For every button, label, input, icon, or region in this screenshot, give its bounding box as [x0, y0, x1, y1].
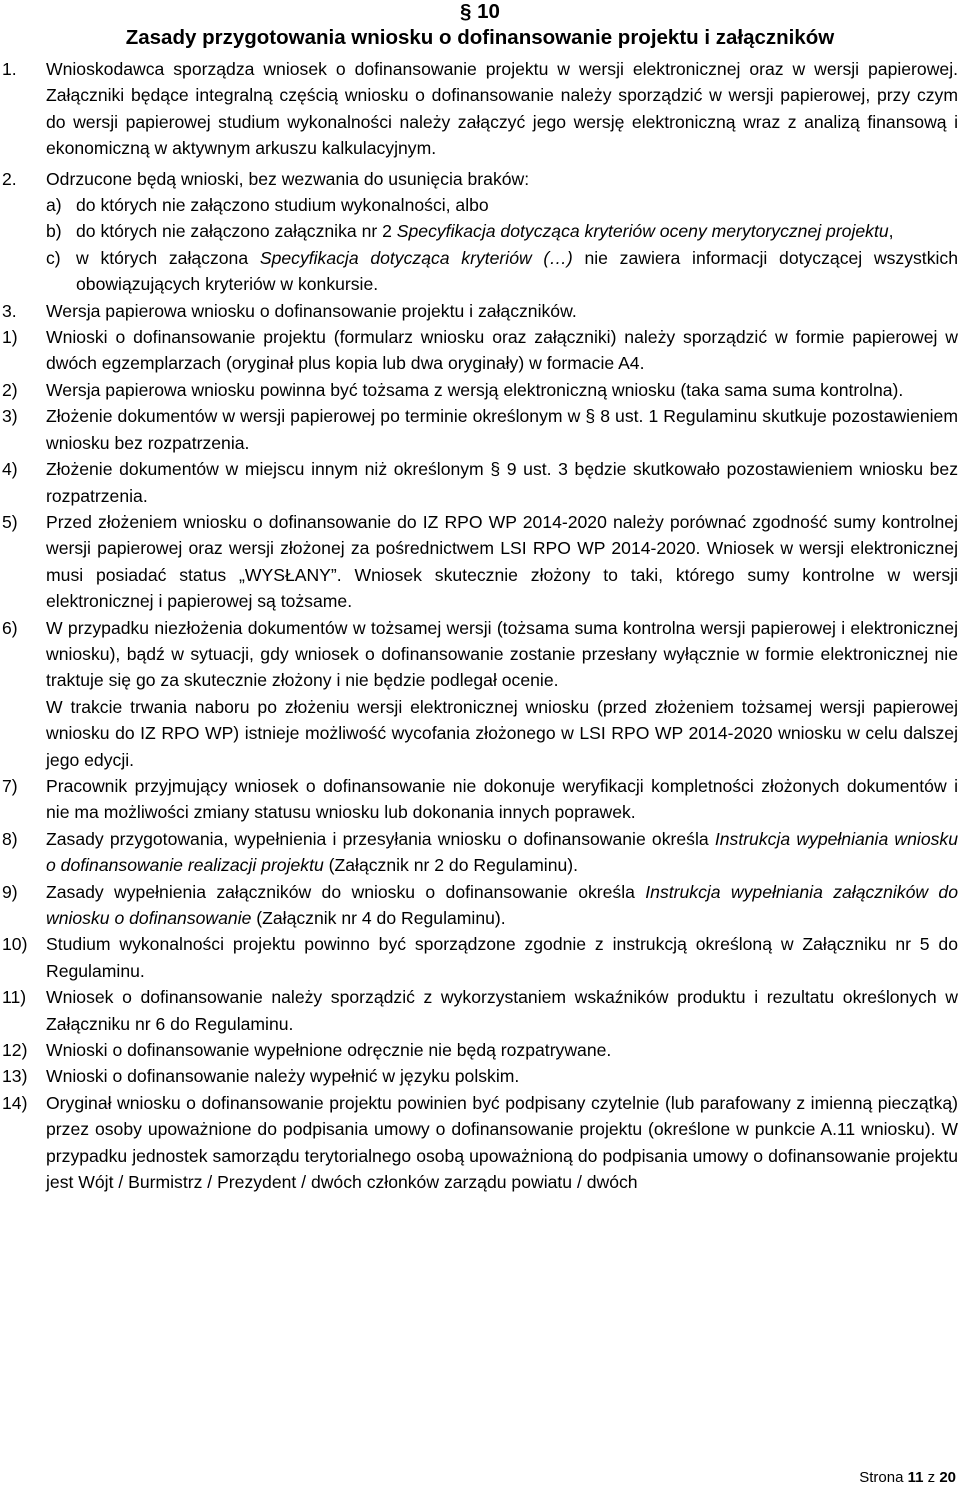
list-item-italic: Instrukcja wypełniania załączników do wniosku o dofinansowanie — [46, 881, 958, 928]
list-item-text: Złożenie dokumentów w wersji papierowej po terminie określonym w § 8 ust. 1 Regulaminu skutkuje pozostawieniem wniosku bez rozpatrzenia. — [46, 406, 958, 453]
sub-item-a — [0, 192, 958, 218]
sub-item-c — [0, 245, 958, 298]
list-item-8 — [0, 826, 958, 879]
list-item-text: Wnioski o dofinansowanie projektu (formularz wniosku oraz załączniki) należy sporządzić w formie papierowej w dwóch egzemplarzach (oryginał plus kopia lub dwa oryginały) w formacie A4. — [46, 327, 958, 374]
section-title: Zasady przygotowania wniosku o dofinansowanie projektu i załączników — [125, 26, 835, 49]
sub-item-label: a) — [46, 195, 62, 216]
list-item-14 — [0, 1090, 958, 1196]
list-item-label: 5) — [2, 511, 18, 532]
sub-item-b — [0, 218, 958, 244]
list-item-text: Wniosek o dofinansowanie należy sporządzić z wykorzystaniem wskaźników produktu i rezultatu określonych w Załączniku nr 6 do Regulaminu. — [46, 987, 958, 1034]
list-item-text: W trakcie trwania naboru po złożeniu wersji elektronicznej wniosku (przed złożeniem tożsamej wersji papierowej wniosku do IZ RPO WP) istnieje możliwość wycofania złożonego w LSI RPO WP 2014-2020 wniosku w celu dalszej jego edycji. — [46, 696, 958, 770]
paragraph-label: 2. — [2, 168, 17, 189]
list-item-label: 6) — [2, 617, 18, 638]
list-item-text: Wnioski o dofinansowanie wypełnione odręcznie nie będą rozpatrywane. — [46, 1040, 612, 1061]
list-item-3 — [0, 403, 958, 456]
paragraph-text: Wnioskodawca sporządza wniosek o dofinansowanie projektu w wersji elektronicznej oraz w wersji papierowej. Załączniki będące integralną częścią wniosku o dofinansowanie należy sporządzić w wersji papierowej, przy czym do wersji papierowej studium wykonalności należy załączyć jego wersję elektroniczną wraz z analizą finansową i ekonomiczną w aktywnym arkuszu kalkulacyjnym. — [46, 59, 958, 159]
page-footer — [859, 1468, 956, 1488]
list-item-italic: Instrukcja wypełniania wniosku o dofinansowanie realizacji projektu — [46, 828, 958, 876]
list-item-label: 2) — [2, 379, 18, 400]
list-item-text: Przed złożeniem wniosku o dofinansowanie do IZ RPO WP 2014-2020 należy porównać zgodność sumy kontrolnej wersji papierowej oraz wersji złożonej za pośrednictwem LSI RPO WP 2014-2020. Wniosek w wersji elektronicznej musi posiadać status „WYSŁANY”. Wniosek skutecznie złożony to taki, którego sumy kontrolne w wersji elektronicznej i papierowej są tożsame. — [46, 511, 958, 612]
paragraph-text: Wersja papierowa wniosku o dofinansowanie projektu i załączników. — [46, 300, 577, 321]
sub-item-text: do których nie załączono załącznika nr 2 — [76, 221, 397, 242]
list-item-label: 4) — [2, 459, 18, 480]
list-item-label: 7) — [2, 775, 18, 796]
list-item-text: W przypadku niezłożenia dokumentów w tożsamej wersji (tożsama suma kontrolna wersji papierowej i elektronicznej wniosku), bądź w sytuacji, gdy wniosek o dofinansowanie zostanie przesłany wyłącznie w formie elektronicznej nie traktuje się go za skutecznie złożony i nie będzie podlegał ocenie. — [46, 617, 958, 691]
sub-item-text: w których załączona — [76, 247, 260, 268]
list-item-label: 14) — [2, 1092, 28, 1113]
footer-page-number: 11 — [907, 1469, 924, 1486]
sub-item-italic: Specyfikacja dotycząca kryteriów (…) — [259, 247, 573, 268]
footer-label: Strona — [859, 1469, 904, 1486]
list-item-6 — [0, 615, 958, 694]
section-header — [0, 0, 960, 50]
list-item-12 — [0, 1037, 958, 1063]
list-item-11 — [0, 984, 958, 1037]
list-item-text-end: (Załącznik nr 2 do Regulaminu). — [323, 855, 579, 876]
sub-item-italic: Specyfikacja dotycząca kryteriów oceny merytorycznej projektu — [396, 221, 889, 242]
list-item-text: Wersja papierowa wniosku powinna być tożsama z wersją elektroniczną wniosku (taka sama suma kontrolna). — [46, 379, 904, 400]
list-item-text-end: (Załącznik nr 4 do Regulaminu). — [251, 908, 506, 928]
list-item-label: 13) — [2, 1066, 28, 1087]
list-item-10 — [0, 931, 958, 984]
footer-total-pages: 20 — [939, 1469, 956, 1486]
list-item-label: 8) — [2, 828, 18, 849]
list-item-4 — [0, 456, 958, 509]
paragraph-label: 1. — [2, 59, 17, 79]
list-item-6-continuation — [0, 694, 958, 773]
list-item-text: Oryginał wniosku o dofinansowanie projektu powinien być podpisany czytelnie (lub parafowany z imienną pieczątką) przez osoby upoważnione do podpisania umowy o dofinansowanie projektu (określone w punkcie A.11 wniosku). W przypadku jednostek samorządu terytorialnego osobą upoważnioną do podpisania umowy o dofinansowanie projektu jest Wójt / Burmistrz / Prezydent / dwóch członków zarządu powiatu / dwóch — [46, 1092, 958, 1193]
sub-item-label: c) — [46, 247, 61, 268]
list-item-text: Zasady przygotowania, wypełnienia i przesyłania wniosku o dofinansowanie określa — [46, 828, 715, 849]
list-item-2 — [0, 377, 958, 403]
paragraph-2 — [0, 166, 958, 192]
list-item-9 — [0, 879, 958, 932]
sub-item-text-end: nie zawiera informacji dotyczącej wszystkich obowiązujących kryteriów w konkursie. — [76, 247, 958, 295]
section-number: § 10 — [460, 0, 500, 23]
sub-item-label: b) — [46, 221, 62, 242]
sub-item-text: do których nie załączono studium wykonalności, albo — [76, 195, 489, 216]
list-item-text: Złożenie dokumentów w miejscu innym niż określonym § 9 ust. 3 będzie skutkowało pozostawieniem wniosku bez rozpatrzenia. — [46, 459, 958, 506]
list-item-label: 3) — [2, 406, 18, 427]
list-item-text: Pracownik przyjmujący wniosek o dofinansowanie nie dokonuje weryfikacji kompletności złożonych dokumentów i nie ma możliwości zmiany statusu wniosku lub dokonania innych poprawek. — [46, 775, 958, 823]
document-body — [0, 56, 958, 1195]
paragraph-label: 3. — [2, 300, 17, 321]
list-item-label: 10) — [2, 934, 28, 955]
sub-item-text-end: , — [888, 221, 894, 242]
list-item-7 — [0, 773, 958, 826]
list-item-text: Wnioski o dofinansowanie należy wypełnić w języku polskim. — [46, 1066, 520, 1087]
list-item-13 — [0, 1063, 958, 1089]
list-item-label: 1) — [2, 327, 18, 348]
list-item-label: 9) — [2, 881, 18, 902]
paragraph-1 — [0, 56, 958, 162]
list-item-text: Studium wykonalności projektu powinno być sporządzone zgodnie z instrukcją określoną w Załączniku nr 5 do Regulaminu. — [46, 934, 958, 981]
list-item-label: 11) — [2, 987, 27, 1008]
list-item-label: 12) — [2, 1040, 28, 1061]
footer-separator: z — [927, 1469, 936, 1486]
paragraph-text: Odrzucone będą wnioski, bez wezwania do usunięcia braków: — [46, 168, 530, 189]
list-item-1 — [0, 324, 958, 377]
paragraph-3 — [0, 298, 958, 324]
list-item-text: Zasady wypełnienia załączników do wniosku o dofinansowanie określa — [46, 881, 646, 902]
list-item-5 — [0, 509, 958, 615]
